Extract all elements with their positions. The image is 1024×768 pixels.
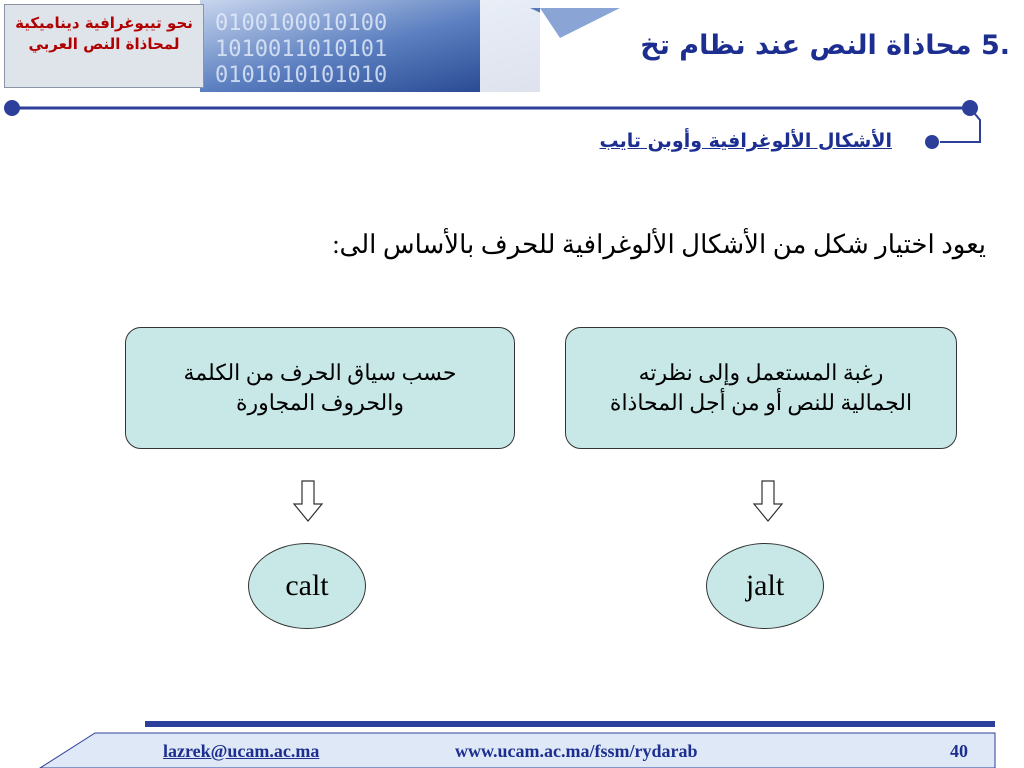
footer-email-link[interactable]: lazrek@ucam.ac.ma [163, 741, 320, 761]
context-box [125, 327, 515, 449]
page-number: 40 [950, 741, 968, 761]
box-left-line-2: والحروف المجاورة [236, 390, 404, 415]
intro-text: يعود اختيار شكل من الأشكال الألوغرافية للحرف بالأساس الى: [332, 230, 986, 259]
svg-text:1010011010101: 1010011010101 [215, 37, 388, 62]
box-right-line-1: رغبة المستعمل وإلى نظرته [638, 360, 884, 385]
down-arrow-icon [753, 480, 783, 522]
calt-feature-oval: calt [248, 543, 366, 629]
box-right-line-2: الجمالية للنص أو من أجل المحاذاة [609, 390, 913, 415]
brand-line-1: نحو تيبوغرافية ديناميكية [15, 14, 193, 32]
footer-website: www.ucam.ac.ma/fssm/rydarab [455, 741, 698, 761]
svg-text:0101010101010: 0101010101010 [215, 63, 388, 88]
brand-box [4, 4, 204, 88]
box-left-line-1: حسب سياق الحرف من الكلمة [183, 360, 457, 385]
slide-title: .5 محاذاة النص عند نظام تخ [640, 30, 1010, 61]
section-subtitle: الأشكال الألوغرافية وأوبن تايب [599, 130, 892, 152]
down-arrow-icon [293, 480, 323, 522]
user-preference-box [565, 327, 957, 449]
svg-text:0100100010100: 0100100010100 [215, 11, 388, 36]
brand-line-2: لمحاذاة النص العربي [28, 35, 180, 53]
jalt-feature-oval: jalt [706, 543, 824, 629]
